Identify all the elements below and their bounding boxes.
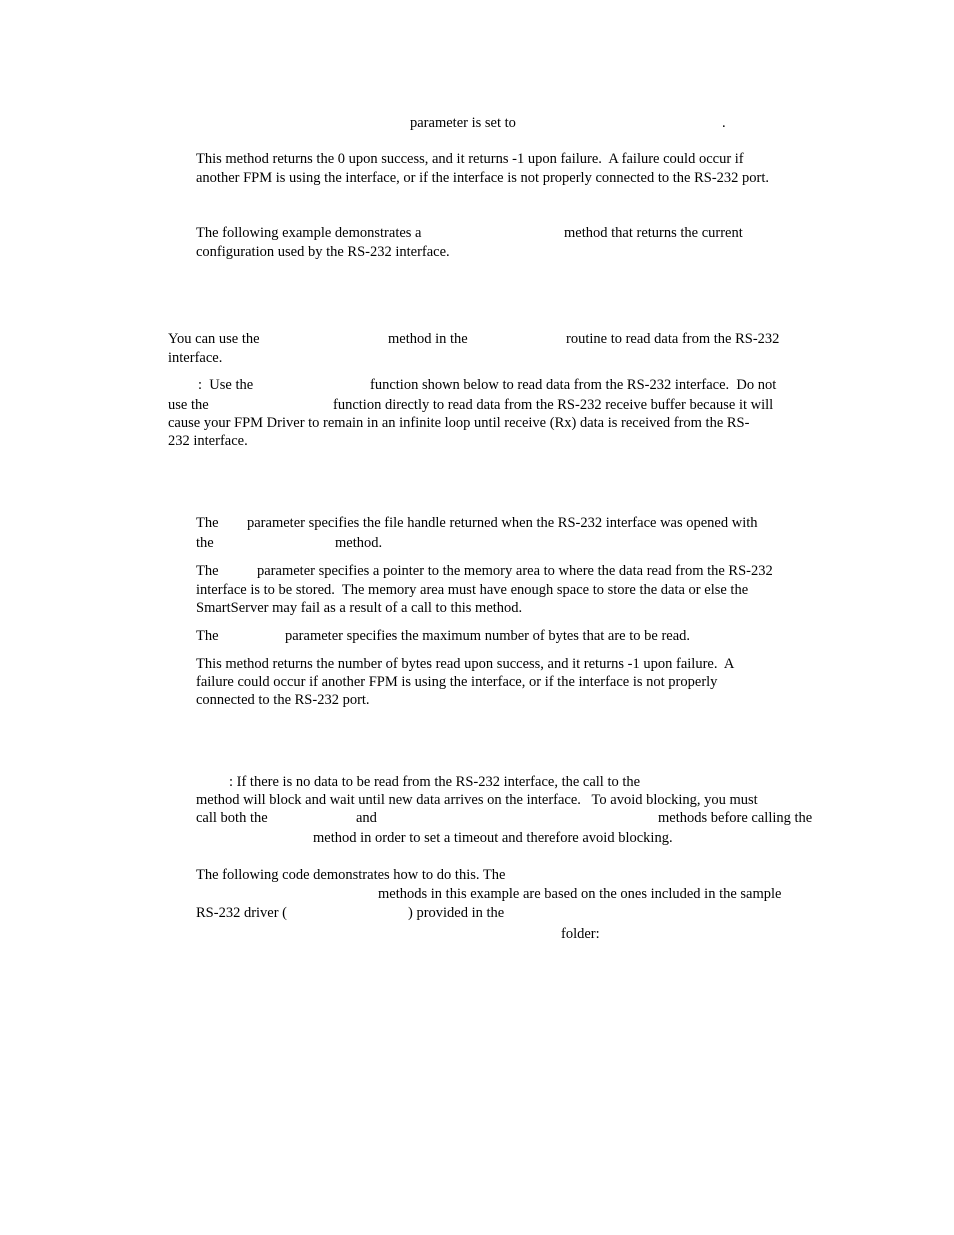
text-segment: The <box>196 628 219 644</box>
text-segment: routine to read data from the RS-232 <box>566 331 780 347</box>
text-line: The following code demonstrates how to do this. The <box>196 867 506 883</box>
text-segment: method in the <box>388 331 468 347</box>
text-line: configuration used by the RS-232 interface. <box>196 244 450 260</box>
text-segment: the <box>196 535 214 551</box>
text-segment: parameter specifies a pointer to the memory area to where the data read from the RS-232 <box>257 563 773 579</box>
text-segment: function directly to read data from the RS-232 receive buffer because it will <box>333 397 774 413</box>
text-segment: parameter specifies the file handle returned when the RS-232 interface was opened with <box>247 515 758 531</box>
text-segment: parameter is set to <box>410 115 516 131</box>
text-line: interface is to be stored. The memory area must have enough space to store the data or else the <box>196 582 749 598</box>
text-segment: method. <box>335 535 383 551</box>
text-segment: You can use the <box>168 331 260 347</box>
text-line: methods in this example are based on the ones included in the sample <box>378 886 782 902</box>
text-segment: The <box>196 515 219 531</box>
text-line: method in order to set a timeout and therefore avoid blocking. <box>313 830 673 846</box>
text-segment: use the <box>168 397 209 413</box>
text-segment: and <box>356 810 377 826</box>
text-line: SmartServer may fail as a result of a call to this method. <box>196 600 523 616</box>
text-segment: RS-232 driver ( <box>196 905 288 921</box>
text-line: This method returns the number of bytes read upon success, and it returns -1 upon failure. A <box>196 656 735 672</box>
text-segment: call both the <box>196 810 268 826</box>
text-segment: function shown below to read data from the RS-232 interface. Do not <box>370 377 777 393</box>
text-line: connected to the RS-232 port. <box>196 692 370 708</box>
text-segment: The <box>196 563 219 579</box>
text-line: This method returns the 0 upon success, and it returns -1 upon failure. A failure could occur if <box>196 151 744 167</box>
text-line: 232 interface. <box>168 433 248 449</box>
text-line: : If there is no data to be read from the RS-232 interface, the call to the <box>229 774 641 790</box>
text-line: failure could occur if another FPM is using the interface, or if the interface is not properly <box>196 674 718 690</box>
text-line: interface. <box>168 350 223 366</box>
text-line: folder: <box>561 926 600 942</box>
text-segment: parameter specifies the maximum number of bytes that are to be read. <box>285 628 691 644</box>
text-line: cause your FPM Driver to remain in an infinite loop until receive (Rx) data is received from the RS- <box>168 415 750 431</box>
text-segment: : Use the <box>198 377 254 393</box>
text-line: method will block and wait until new data arrives on the interface. To avoid blocking, you must <box>196 792 758 808</box>
text-segment: ) provided in the <box>408 905 505 921</box>
text-segment: method that returns the current <box>564 225 743 241</box>
text-segment: The following example demonstrates a <box>196 225 422 241</box>
text-line: another FPM is using the interface, or if the interface is not properly connected to the RS-232 port. <box>196 170 770 186</box>
text-segment: methods before calling the <box>658 810 813 826</box>
text-segment: . <box>722 115 726 131</box>
